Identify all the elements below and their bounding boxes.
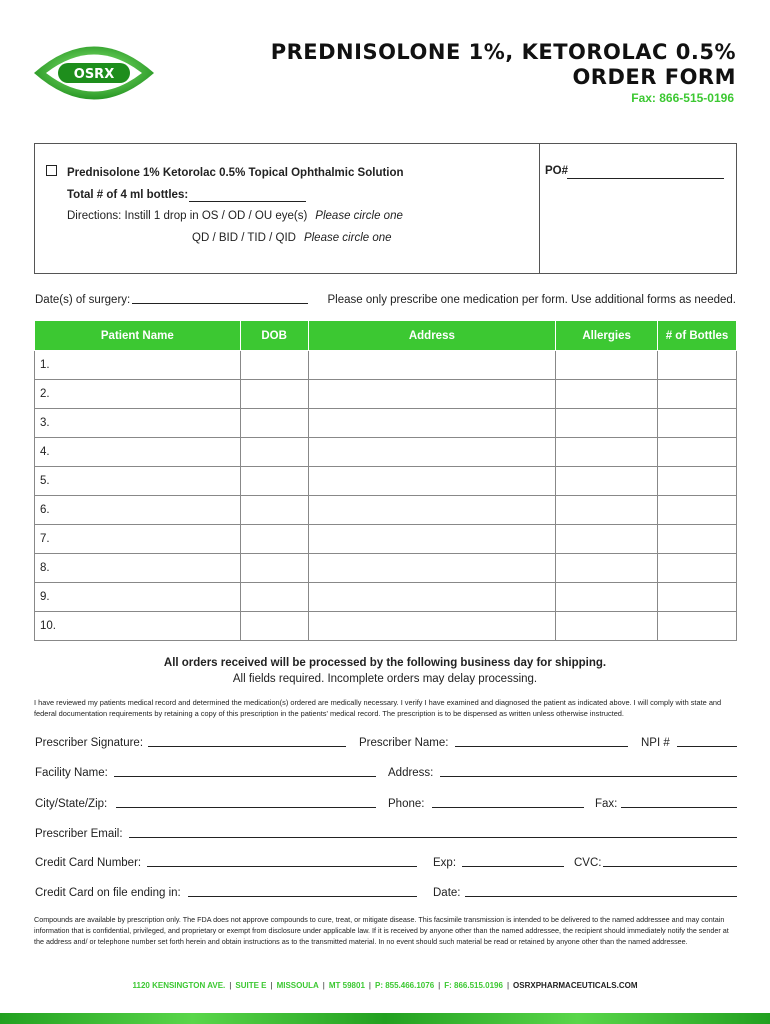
table-cell[interactable]: [240, 438, 308, 467]
title-line-1: PREDNISOLONE 1%, KETOROLAC 0.5%: [270, 40, 736, 64]
npi-field[interactable]: [677, 746, 737, 747]
table-cell[interactable]: [556, 380, 658, 409]
date-field[interactable]: [465, 896, 737, 897]
npi-label: NPI #: [641, 737, 670, 749]
title-line-2: ORDER FORM: [572, 65, 736, 89]
row-number[interactable]: 2.: [35, 380, 241, 409]
table-cell[interactable]: [556, 583, 658, 612]
cc-file-label: Credit Card on file ending in:: [35, 887, 181, 899]
table-cell[interactable]: [556, 525, 658, 554]
exp-label: Exp:: [433, 857, 457, 869]
row-number[interactable]: 3.: [35, 409, 241, 438]
cc-file-field[interactable]: [188, 896, 417, 897]
table-cell[interactable]: [556, 554, 658, 583]
phone-label: Phone:: [388, 798, 425, 810]
table-cell[interactable]: [308, 409, 556, 438]
exp-field[interactable]: [462, 866, 564, 867]
email-field[interactable]: [129, 837, 737, 838]
patient-table: [34, 320, 737, 641]
prescriber-name-field[interactable]: [455, 746, 628, 747]
phone-field[interactable]: [432, 807, 584, 808]
table-cell[interactable]: [308, 525, 556, 554]
product-checkbox[interactable]: [46, 165, 57, 176]
bottles-field[interactable]: [189, 201, 306, 202]
directions-note: Please circle one: [315, 210, 403, 222]
table-cell[interactable]: [658, 467, 737, 496]
col-patient-name: Patient Name: [35, 321, 241, 351]
table-cell[interactable]: [658, 438, 737, 467]
table-cell[interactable]: [240, 583, 308, 612]
date-label: Date:: [433, 887, 461, 899]
table-cell[interactable]: [308, 380, 556, 409]
logo-text: OSRX: [73, 67, 115, 82]
frequency: [192, 232, 392, 244]
product-box: [34, 143, 737, 274]
table-cell[interactable]: [240, 612, 308, 641]
city-field[interactable]: [116, 807, 376, 808]
prescriber-name-label: Prescriber Name:: [359, 737, 449, 749]
fax-label: Fax:: [595, 798, 618, 810]
frequency-options[interactable]: QD / BID / TID / QID: [192, 232, 296, 244]
box-divider: [539, 144, 540, 274]
table-row: [35, 438, 737, 467]
address-label: Address:: [388, 767, 434, 779]
row-number[interactable]: 6.: [35, 496, 241, 525]
table-cell[interactable]: [556, 612, 658, 641]
required-notice: All fields required. Incomplete orders may delay processing.: [232, 673, 538, 685]
table-cell[interactable]: [308, 583, 556, 612]
table-cell[interactable]: [240, 554, 308, 583]
table-row: [35, 409, 737, 438]
directions-label: Directions: Instill 1 drop in OS / OD / OU eye(s): [67, 210, 308, 222]
page-title: [271, 40, 736, 90]
table-row: [35, 612, 737, 641]
table-cell[interactable]: [240, 525, 308, 554]
disclaimer-text: Compounds are available by prescription only. The FDA does not approve compounds to cure, treat, or mitigate disease. This facsimile transmission is intended to be delivered to the named addressee and may contain information that is confidential, privileged, and proprietary or exempt from disclosure under applicable law. If it is received by anyone other than the named addressee, the recipient should immediately notify the sender at the address and/ or telephone number set forth herein and obtain instructions as to the transmitted material. In no event should such material be read or retained by anyone other than the named addressee.: [34, 915, 729, 946]
table-cell[interactable]: [658, 496, 737, 525]
table-row: [35, 583, 737, 612]
directions: [67, 210, 403, 222]
table-row: [35, 554, 737, 583]
attestation-text: I have reviewed my patients medical record and determined the medication(s) ordered are medically necessary. I verify I have examined and diagnosed the patient as indicated above. I will comply with state and federal documentation requirements by retaining a copy of this prescription in the patients' medical record. The prescription is to be dispensed as written unless otherwise instructed.: [34, 698, 722, 718]
footer-website[interactable]: OSRXPHARMACEUTICALS.COM: [513, 981, 638, 990]
facility-field[interactable]: [114, 776, 376, 777]
row-number[interactable]: 5.: [35, 467, 241, 496]
table-cell[interactable]: [556, 467, 658, 496]
signature-field[interactable]: [148, 746, 346, 747]
surgery-date-field[interactable]: [132, 303, 308, 304]
footer-phone: P: 855.466.1076: [374, 981, 435, 990]
cc-number-field[interactable]: [147, 866, 417, 867]
patient-table-header: [35, 321, 737, 351]
table-cell[interactable]: [658, 351, 737, 380]
row-number[interactable]: 1.: [35, 351, 241, 380]
table-cell[interactable]: [308, 438, 556, 467]
table-row: [35, 467, 737, 496]
col-address: Address: [308, 321, 556, 351]
bottles-label: Total # of 4 ml bottles:: [67, 189, 189, 201]
processing-notice: All orders received will be processed by the following business day for shipping.: [163, 657, 607, 669]
footer: 1120 KENSINGTON AVE. | SUITE E | MISSOULA | MT 59801 | P: 855.466.1076 | F: 866.515.0196 | OSRXPHARMACEUTICALS.COM: [132, 981, 638, 990]
footer-street: 1120 KENSINGTON AVE.: [132, 981, 226, 990]
table-cell[interactable]: [308, 467, 556, 496]
col-allergies: Allergies: [556, 321, 658, 351]
table-cell[interactable]: [308, 351, 556, 380]
table-cell[interactable]: [658, 554, 737, 583]
surgery-date-label: Date(s) of surgery:: [35, 294, 131, 306]
table-cell[interactable]: [240, 409, 308, 438]
address-field[interactable]: [440, 776, 737, 777]
row-number[interactable]: 9.: [35, 583, 241, 612]
table-cell[interactable]: [240, 496, 308, 525]
footer-suite: SUITE E: [235, 981, 267, 990]
table-cell[interactable]: [240, 467, 308, 496]
table-cell[interactable]: [240, 380, 308, 409]
fax-field[interactable]: [621, 807, 737, 808]
table-cell[interactable]: [658, 583, 737, 612]
footer-bar: [0, 1013, 770, 1024]
cvc-label: CVC:: [574, 857, 602, 869]
table-cell[interactable]: [658, 380, 737, 409]
table-cell[interactable]: [556, 438, 658, 467]
col-bottles: # of Bottles: [658, 321, 737, 351]
table-cell[interactable]: [556, 496, 658, 525]
footer-fax: F: 866.515.0196: [444, 981, 503, 990]
city-label: City/State/Zip:: [35, 798, 108, 810]
cc-number-label: Credit Card Number:: [35, 857, 142, 869]
po-label: PO#: [545, 165, 569, 177]
row-number[interactable]: 10.: [35, 612, 241, 641]
table-row: [35, 496, 737, 525]
table-cell[interactable]: [308, 612, 556, 641]
po-field[interactable]: [567, 178, 724, 179]
header-fax: Fax: 866-515-0196: [631, 91, 734, 105]
row-number[interactable]: 7.: [35, 525, 241, 554]
footer-state: MT 59801: [328, 981, 365, 990]
table-cell[interactable]: [308, 554, 556, 583]
product-label: Prednisolone 1% Ketorolac 0.5% Topical Ophthalmic Solution: [67, 167, 404, 179]
footer-city: MISSOULA: [276, 981, 319, 990]
table-cell[interactable]: [556, 351, 658, 380]
row-number[interactable]: 4.: [35, 438, 241, 467]
table-cell[interactable]: [308, 496, 556, 525]
one-medication-note: Please only prescribe one medication per form. Use additional forms as needed.: [327, 294, 736, 306]
frequency-note: Please circle one: [303, 232, 392, 244]
table-row: [35, 351, 737, 380]
table-row: [35, 525, 737, 554]
table-cell[interactable]: [658, 409, 737, 438]
signature-label: Prescriber Signature:: [35, 737, 144, 749]
cvc-field[interactable]: [603, 866, 737, 867]
row-number[interactable]: 8.: [35, 554, 241, 583]
table-row: [35, 380, 737, 409]
osrx-logo: [32, 34, 156, 112]
table-cell[interactable]: [658, 525, 737, 554]
email-label: Prescriber Email:: [35, 828, 123, 840]
col-dob: DOB: [240, 321, 308, 351]
table-cell[interactable]: [658, 612, 737, 641]
facility-label: Facility Name:: [35, 767, 108, 779]
table-cell[interactable]: [240, 351, 308, 380]
table-cell[interactable]: [556, 409, 658, 438]
